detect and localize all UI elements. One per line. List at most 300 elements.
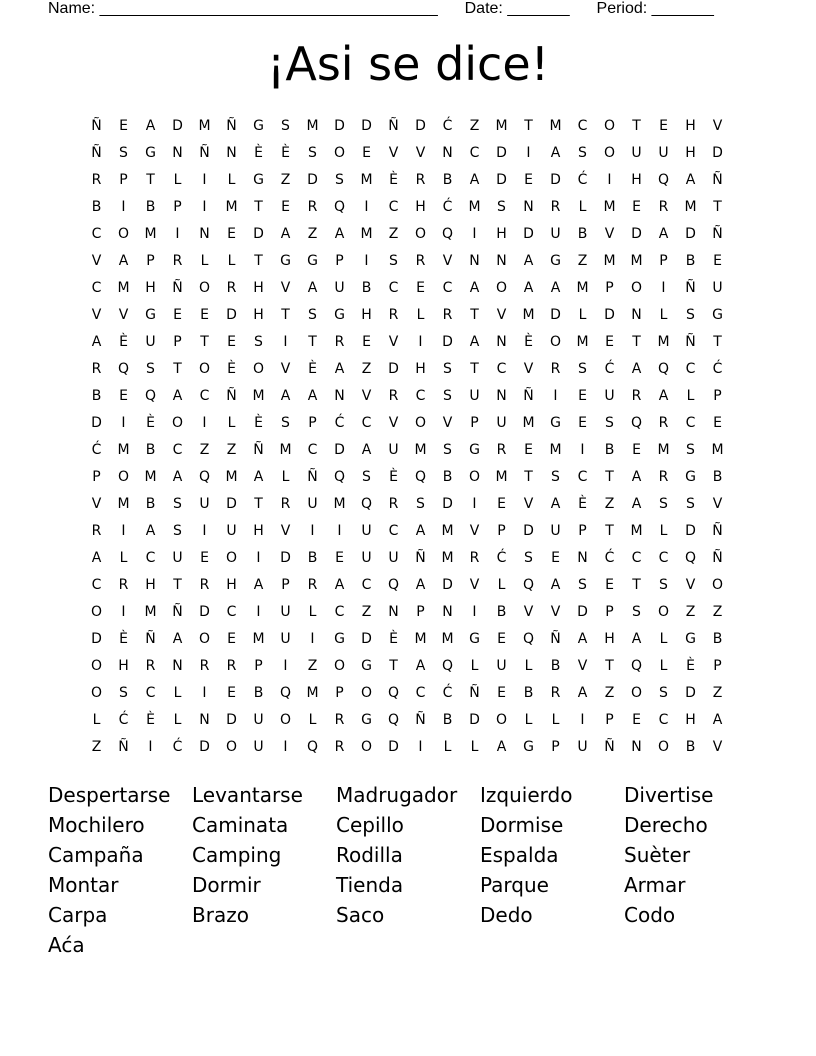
- grid-letter: O: [360, 739, 373, 755]
- grid-letter: T: [254, 496, 263, 512]
- grid-letter: G: [361, 658, 372, 674]
- grid-letter: D: [577, 604, 588, 620]
- grid-letter: V: [469, 577, 480, 593]
- grid-letter: O: [225, 550, 238, 566]
- grid-letter: T: [470, 361, 479, 377]
- grid-letter: Z: [226, 442, 237, 458]
- grid-letter: O: [657, 739, 670, 755]
- word-list-item: Cepillo: [336, 813, 404, 837]
- grid-letter: Ć: [604, 361, 615, 377]
- grid-letter: D: [91, 631, 102, 647]
- grid-letter: A: [118, 253, 129, 269]
- word-list-item: Aća: [48, 933, 85, 957]
- grid-letter: Q: [441, 226, 454, 242]
- grid-letter: S: [335, 172, 344, 188]
- grid-letter: H: [415, 199, 426, 215]
- grid-letter: Ñ: [469, 685, 480, 701]
- grid-letter: È: [686, 658, 695, 674]
- grid-letter: Z: [199, 442, 210, 458]
- grid-letter: B: [712, 469, 723, 485]
- grid-letter: D: [550, 172, 561, 188]
- grid-letter: B: [253, 685, 264, 701]
- grid-letter: R: [550, 199, 561, 215]
- word-list: [48, 780, 768, 960]
- grid-letter: R: [550, 361, 561, 377]
- grid-letter: P: [605, 280, 614, 296]
- grid-letter: M: [549, 442, 562, 458]
- grid-letter: S: [551, 469, 560, 485]
- grid-letter: S: [443, 361, 452, 377]
- grid-letter: B: [442, 469, 453, 485]
- grid-letter: A: [307, 388, 318, 404]
- grid-letter: N: [172, 145, 183, 161]
- grid-letter: S: [686, 496, 695, 512]
- grid-letter: G: [334, 307, 345, 323]
- grid-letter: A: [523, 280, 534, 296]
- grid-letter: Q: [522, 577, 535, 593]
- grid-letter: G: [523, 739, 534, 755]
- grid-letter: R: [199, 577, 210, 593]
- grid-letter: G: [550, 253, 561, 269]
- grid-letter: D: [550, 307, 561, 323]
- grid-letter: Q: [387, 577, 400, 593]
- grid-letter: O: [252, 361, 265, 377]
- grid-letter: G: [685, 631, 696, 647]
- grid-letter: A: [550, 577, 561, 593]
- grid-letter: M: [117, 496, 130, 512]
- grid-letter: E: [227, 334, 236, 350]
- grid-letter: O: [414, 415, 427, 431]
- grid-letter: E: [119, 118, 128, 134]
- grid-letter: Z: [712, 604, 723, 620]
- grid-letter: R: [388, 496, 399, 512]
- grid-letter: C: [577, 118, 588, 134]
- grid-letter: Q: [522, 631, 535, 647]
- grid-letter: I: [337, 523, 342, 539]
- grid-letter: A: [91, 550, 102, 566]
- grid-letter: Q: [630, 415, 643, 431]
- grid-letter: A: [550, 145, 561, 161]
- grid-letter: M: [441, 550, 454, 566]
- grid-letter: L: [659, 658, 668, 674]
- grid-letter: I: [661, 280, 666, 296]
- grid-letter: È: [578, 496, 587, 512]
- grid-letter: T: [470, 307, 479, 323]
- grid-letter: R: [388, 388, 399, 404]
- grid-letter: D: [226, 712, 237, 728]
- grid-letter: Ñ: [226, 118, 237, 134]
- grid-letter: N: [631, 307, 642, 323]
- grid-letter: S: [119, 145, 128, 161]
- grid-letter: S: [416, 496, 425, 512]
- word-list-item: Madrugador: [336, 783, 458, 807]
- grid-letter: C: [631, 550, 642, 566]
- grid-letter: E: [200, 307, 209, 323]
- grid-letter: D: [253, 226, 264, 242]
- grid-letter: L: [659, 523, 668, 539]
- grid-letter: D: [199, 739, 210, 755]
- grid-letter: E: [362, 145, 371, 161]
- grid-letter: E: [713, 415, 722, 431]
- grid-letter: S: [362, 469, 371, 485]
- grid-letter: M: [279, 442, 292, 458]
- grid-letter: M: [414, 631, 427, 647]
- grid-letter: A: [172, 388, 183, 404]
- grid-letter: M: [603, 253, 616, 269]
- grid-letter: E: [524, 172, 533, 188]
- grid-letter: L: [308, 712, 317, 728]
- grid-letter: R: [307, 199, 318, 215]
- grid-letter: L: [119, 550, 128, 566]
- grid-letter: D: [442, 577, 453, 593]
- grid-letter: O: [225, 739, 238, 755]
- grid-letter: I: [202, 199, 207, 215]
- grid-letter: V: [442, 415, 453, 431]
- grid-letter: I: [256, 604, 261, 620]
- grid-letter: P: [335, 685, 344, 701]
- grid-letter: Z: [361, 361, 372, 377]
- grid-letter: È: [119, 631, 128, 647]
- grid-letter: D: [334, 442, 345, 458]
- grid-letter: R: [658, 469, 669, 485]
- grid-letter: U: [361, 523, 372, 539]
- grid-letter: A: [415, 577, 426, 593]
- student-info-header: [48, 0, 748, 20]
- grid-letter: Ñ: [118, 739, 129, 755]
- grid-letter: O: [198, 361, 211, 377]
- grid-letter: È: [254, 145, 263, 161]
- grid-letter: B: [523, 685, 534, 701]
- grid-letter: A: [145, 118, 156, 134]
- grid-letter: M: [441, 523, 454, 539]
- word-list-item: Camping: [192, 843, 282, 867]
- grid-letter: E: [632, 712, 641, 728]
- grid-letter: A: [550, 280, 561, 296]
- grid-letter: S: [308, 145, 317, 161]
- grid-letter: H: [253, 307, 264, 323]
- grid-letter: P: [497, 523, 506, 539]
- grid-letter: M: [144, 469, 157, 485]
- grid-letter: M: [252, 631, 265, 647]
- grid-letter: D: [199, 604, 210, 620]
- word-list-item: Dormir: [192, 873, 261, 897]
- grid-letter: O: [198, 631, 211, 647]
- grid-letter: V: [577, 658, 588, 674]
- grid-letter: L: [524, 712, 533, 728]
- grid-letter: V: [469, 523, 480, 539]
- grid-letter: C: [145, 685, 156, 701]
- grid-letter: V: [91, 496, 102, 512]
- grid-letter: U: [496, 415, 507, 431]
- grid-letter: V: [415, 145, 426, 161]
- grid-letter: U: [550, 523, 561, 539]
- grid-letter: I: [256, 550, 261, 566]
- grid-letter: Ć: [496, 550, 507, 566]
- grid-letter: O: [630, 685, 643, 701]
- grid-letter: U: [604, 388, 615, 404]
- grid-letter: Q: [684, 550, 697, 566]
- grid-letter: G: [145, 145, 156, 161]
- grid-letter: D: [523, 523, 534, 539]
- grid-letter: O: [90, 658, 103, 674]
- grid-letter: Ñ: [712, 172, 723, 188]
- grid-letter: Q: [657, 361, 670, 377]
- grid-letter: G: [145, 307, 156, 323]
- grid-letter: O: [90, 604, 103, 620]
- grid-letter: E: [497, 496, 506, 512]
- grid-letter: U: [199, 496, 210, 512]
- grid-letter: U: [550, 226, 561, 242]
- grid-letter: N: [199, 226, 210, 242]
- grid-letter: E: [497, 631, 506, 647]
- grid-letter: O: [495, 280, 508, 296]
- grid-letter: R: [145, 658, 156, 674]
- grid-letter: M: [198, 118, 211, 134]
- grid-letter: V: [712, 739, 723, 755]
- grid-letter: A: [172, 469, 183, 485]
- grid-letter: A: [253, 469, 264, 485]
- grid-letter: N: [442, 145, 453, 161]
- grid-letter: L: [497, 577, 506, 593]
- grid-letter: E: [497, 685, 506, 701]
- grid-letter: B: [685, 739, 696, 755]
- grid-letter: È: [281, 145, 290, 161]
- grid-letter: U: [388, 442, 399, 458]
- grid-letter: I: [364, 199, 369, 215]
- grid-letter: Q: [414, 469, 427, 485]
- grid-letter: U: [577, 739, 588, 755]
- grid-letter: C: [415, 388, 426, 404]
- grid-letter: Z: [388, 226, 399, 242]
- grid-letter: L: [173, 685, 182, 701]
- grid-letter: Ñ: [712, 550, 723, 566]
- grid-letter: Q: [360, 496, 373, 512]
- name-field-label: Name: ______________________________________: [48, 0, 438, 17]
- grid-letter: G: [469, 631, 480, 647]
- grid-letter: E: [416, 280, 425, 296]
- grid-letter: H: [118, 658, 129, 674]
- grid-letter: L: [308, 604, 317, 620]
- grid-letter: R: [469, 550, 480, 566]
- grid-letter: T: [632, 334, 641, 350]
- grid-letter: M: [414, 442, 427, 458]
- grid-letter: Ć: [442, 685, 453, 701]
- grid-letter: M: [657, 442, 670, 458]
- grid-letter: Ć: [334, 415, 345, 431]
- grid-letter: S: [281, 415, 290, 431]
- word-list-item: Campaña: [48, 843, 144, 867]
- grid-letter: I: [121, 199, 126, 215]
- grid-letter: R: [91, 361, 102, 377]
- grid-letter: S: [578, 361, 587, 377]
- grid-letter: E: [578, 415, 587, 431]
- grid-letter: I: [526, 145, 531, 161]
- grid-letter: È: [227, 361, 236, 377]
- grid-letter: L: [578, 199, 587, 215]
- grid-letter: H: [496, 226, 507, 242]
- grid-letter: A: [469, 334, 480, 350]
- grid-letter: E: [632, 199, 641, 215]
- word-list-item: Rodilla: [336, 843, 403, 867]
- grid-letter: A: [550, 496, 561, 512]
- grid-letter: P: [173, 334, 182, 350]
- grid-letter: R: [415, 253, 426, 269]
- grid-letter: D: [334, 118, 345, 134]
- grid-letter: A: [469, 172, 480, 188]
- grid-letter: Z: [280, 172, 291, 188]
- grid-letter: M: [684, 199, 697, 215]
- grid-letter: M: [252, 388, 265, 404]
- grid-letter: E: [632, 442, 641, 458]
- grid-letter: M: [144, 604, 157, 620]
- grid-letter: T: [389, 658, 398, 674]
- grid-letter: Ñ: [415, 712, 426, 728]
- grid-letter: E: [362, 334, 371, 350]
- grid-letter: Z: [685, 604, 696, 620]
- grid-letter: S: [578, 577, 587, 593]
- grid-letter: I: [202, 172, 207, 188]
- grid-letter: S: [524, 550, 533, 566]
- grid-letter: D: [172, 118, 183, 134]
- grid-letter: P: [254, 658, 263, 674]
- grid-letter: O: [414, 226, 427, 242]
- grid-letter: M: [711, 442, 724, 458]
- grid-letter: È: [146, 415, 155, 431]
- grid-letter: O: [495, 712, 508, 728]
- word-list-item: Suèter: [624, 843, 691, 867]
- grid-letter: B: [361, 280, 372, 296]
- grid-letter: A: [172, 631, 183, 647]
- grid-letter: P: [281, 577, 290, 593]
- grid-letter: T: [173, 361, 182, 377]
- grid-letter: I: [364, 253, 369, 269]
- grid-letter: Ñ: [415, 550, 426, 566]
- grid-letter: Ć: [577, 172, 588, 188]
- grid-letter: A: [658, 388, 669, 404]
- grid-letter: E: [227, 631, 236, 647]
- grid-letter: I: [121, 604, 126, 620]
- grid-letter: O: [657, 604, 670, 620]
- grid-letter: R: [334, 334, 345, 350]
- grid-letter: T: [281, 307, 290, 323]
- grid-letter: A: [280, 388, 291, 404]
- grid-letter: Ć: [91, 442, 102, 458]
- grid-letter: Z: [307, 226, 318, 242]
- grid-letter: V: [523, 604, 534, 620]
- grid-letter: R: [280, 496, 291, 512]
- grid-letter: C: [91, 226, 102, 242]
- grid-letter: D: [496, 145, 507, 161]
- grid-letter: I: [283, 658, 288, 674]
- word-list-item: Montar: [48, 873, 119, 897]
- grid-letter: U: [253, 739, 264, 755]
- word-search-grid: [83, 113, 731, 761]
- grid-letter: I: [580, 442, 585, 458]
- grid-letter: U: [658, 145, 669, 161]
- grid-letter: V: [442, 253, 453, 269]
- grid-letter: M: [495, 469, 508, 485]
- grid-letter: D: [388, 361, 399, 377]
- grid-letter: C: [334, 604, 345, 620]
- grid-letter: H: [604, 631, 615, 647]
- grid-letter: U: [631, 145, 642, 161]
- grid-letter: S: [659, 685, 668, 701]
- grid-letter: R: [334, 739, 345, 755]
- grid-letter: V: [523, 361, 534, 377]
- grid-letter: R: [442, 307, 453, 323]
- grid-letter: R: [415, 172, 426, 188]
- grid-letter: N: [496, 334, 507, 350]
- grid-letter: O: [171, 415, 184, 431]
- grid-letter: L: [686, 388, 695, 404]
- word-list-item: Saco: [336, 903, 385, 927]
- grid-letter: S: [659, 496, 668, 512]
- word-list-item: Divertise: [624, 783, 714, 807]
- grid-letter: È: [146, 712, 155, 728]
- grid-letter: T: [146, 172, 155, 188]
- grid-letter: B: [685, 253, 696, 269]
- grid-letter: U: [712, 280, 723, 296]
- grid-letter: S: [254, 334, 263, 350]
- grid-letter: D: [226, 307, 237, 323]
- grid-letter: Ñ: [145, 631, 156, 647]
- grid-letter: D: [496, 172, 507, 188]
- grid-letter: S: [578, 145, 587, 161]
- grid-letter: C: [658, 712, 669, 728]
- grid-letter: P: [308, 415, 317, 431]
- grid-letter: L: [578, 307, 587, 323]
- grid-letter: U: [280, 604, 291, 620]
- grid-letter: S: [173, 496, 182, 512]
- grid-letter: Ñ: [199, 145, 210, 161]
- grid-letter: C: [388, 523, 399, 539]
- grid-letter: Z: [361, 604, 372, 620]
- grid-letter: M: [144, 226, 157, 242]
- grid-letter: I: [418, 334, 423, 350]
- grid-letter: C: [388, 199, 399, 215]
- word-list-item: Izquierdo: [480, 783, 573, 807]
- grid-letter: È: [308, 361, 317, 377]
- grid-letter: I: [472, 226, 477, 242]
- grid-letter: C: [361, 415, 372, 431]
- grid-letter: S: [146, 361, 155, 377]
- grid-letter: G: [469, 442, 480, 458]
- grid-letter: A: [280, 226, 291, 242]
- grid-letter: C: [658, 550, 669, 566]
- page-title: ¡Asi se dice!: [266, 37, 550, 91]
- grid-letter: A: [577, 685, 588, 701]
- grid-letter: O: [603, 118, 616, 134]
- grid-letter: N: [469, 253, 480, 269]
- grid-letter: B: [307, 550, 318, 566]
- grid-letter: D: [415, 118, 426, 134]
- grid-letter: U: [307, 496, 318, 512]
- grid-letter: H: [631, 172, 642, 188]
- grid-letter: O: [603, 145, 616, 161]
- grid-letter: Ñ: [550, 631, 561, 647]
- grid-letter: A: [712, 712, 723, 728]
- grid-letter: M: [360, 226, 373, 242]
- grid-letter: L: [659, 631, 668, 647]
- grid-letter: V: [496, 307, 507, 323]
- grid-letter: T: [605, 469, 614, 485]
- grid-letter: L: [281, 469, 290, 485]
- grid-letter: L: [227, 253, 236, 269]
- grid-letter: Ñ: [685, 334, 696, 350]
- grid-letter: E: [227, 226, 236, 242]
- grid-letter: B: [145, 442, 156, 458]
- grid-letter: H: [145, 577, 156, 593]
